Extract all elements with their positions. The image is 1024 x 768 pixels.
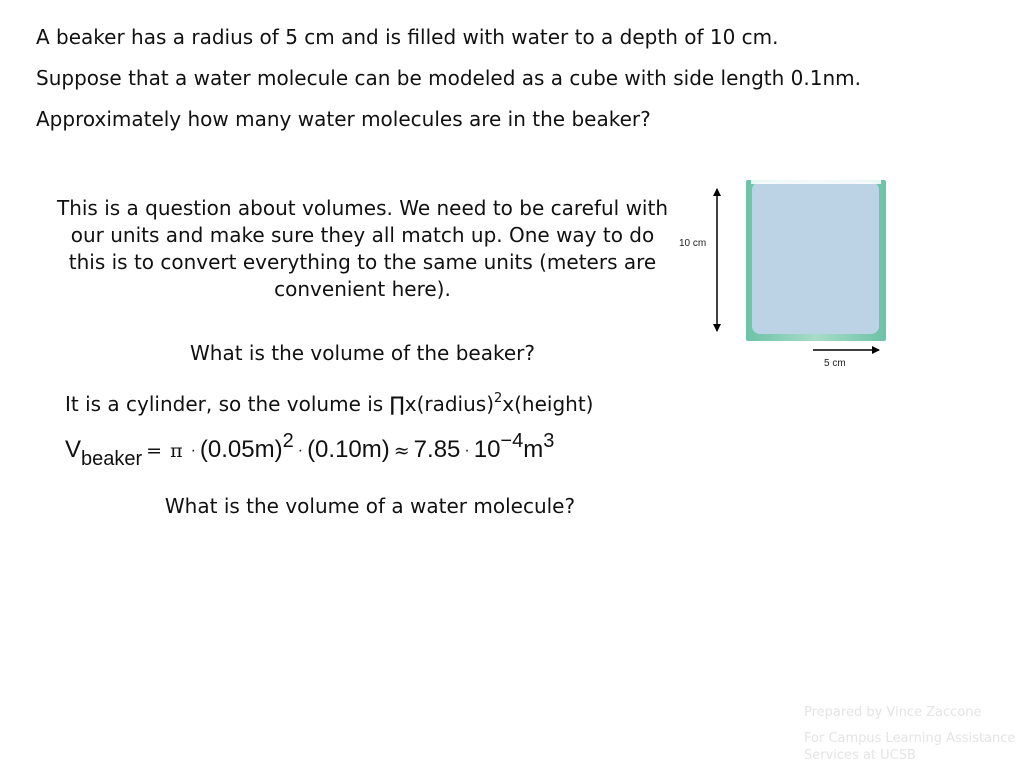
equation-subscript: beaker bbox=[81, 448, 143, 470]
equation-dot-1: · bbox=[190, 442, 196, 459]
equation-base: 10 bbox=[473, 436, 501, 463]
explanation-text: This is a question about volumes. We need to be careful with our units and make sure they all match up. One way to do this is to convert everything to the same units (meters are convenient here). bbox=[56, 196, 669, 301]
equation-radius-value: (0.05m) bbox=[199, 436, 283, 463]
beaker-diagram bbox=[675, 175, 890, 375]
height-dimension-label: 10 cm bbox=[679, 238, 707, 249]
equation-approx: ≈ bbox=[393, 440, 410, 462]
question-line-2: Suppose that a water molecule can be modeled as a cube with side length 0.1nm. bbox=[36, 66, 861, 90]
beaker-water bbox=[752, 182, 879, 334]
radius-dimension-label: 5 cm bbox=[824, 358, 846, 369]
beaker-volume-equation bbox=[65, 428, 554, 472]
question-line-1: A beaker has a radius of 5 cm and is filled with water to a depth of 10 cm. bbox=[36, 25, 779, 49]
pi-symbol: ∏ bbox=[389, 392, 405, 416]
equation-dot-3: · bbox=[464, 442, 470, 459]
equation-dot-2: · bbox=[297, 442, 304, 459]
height-term: x(height) bbox=[502, 392, 594, 416]
equation-unit-exponent: 3 bbox=[543, 430, 555, 452]
radius-exponent: 2 bbox=[494, 391, 503, 407]
equation-exponent: −4 bbox=[500, 430, 524, 452]
cylinder-volume-formula bbox=[65, 391, 594, 417]
beaker-volume-question: What is the volume of the beaker? bbox=[190, 341, 535, 365]
equation-pi: π bbox=[170, 440, 183, 462]
footer-for-line: For Campus Learning Assistance Services at UCSB bbox=[804, 731, 1016, 763]
equation-radius-exponent: 2 bbox=[282, 430, 294, 452]
equation-equals: = bbox=[146, 440, 163, 462]
molecule-volume-question: What is the volume of a water molecule? bbox=[164, 494, 576, 518]
equation-v: V bbox=[65, 436, 82, 463]
equation-mantissa: 7.85 bbox=[413, 436, 461, 463]
cylinder-prefix: It is a cylinder, so the volume is bbox=[65, 392, 390, 416]
question-line-3: Approximately how many water molecules are in the beaker? bbox=[36, 107, 651, 131]
radius-term: x(radius) bbox=[404, 392, 495, 416]
beaker-rim bbox=[751, 180, 881, 184]
equation-unit: m bbox=[523, 436, 544, 463]
equation-height-value: (0.10m) bbox=[307, 436, 390, 463]
footer-prepared-by: Prepared by Vince Zaccone bbox=[804, 705, 982, 720]
